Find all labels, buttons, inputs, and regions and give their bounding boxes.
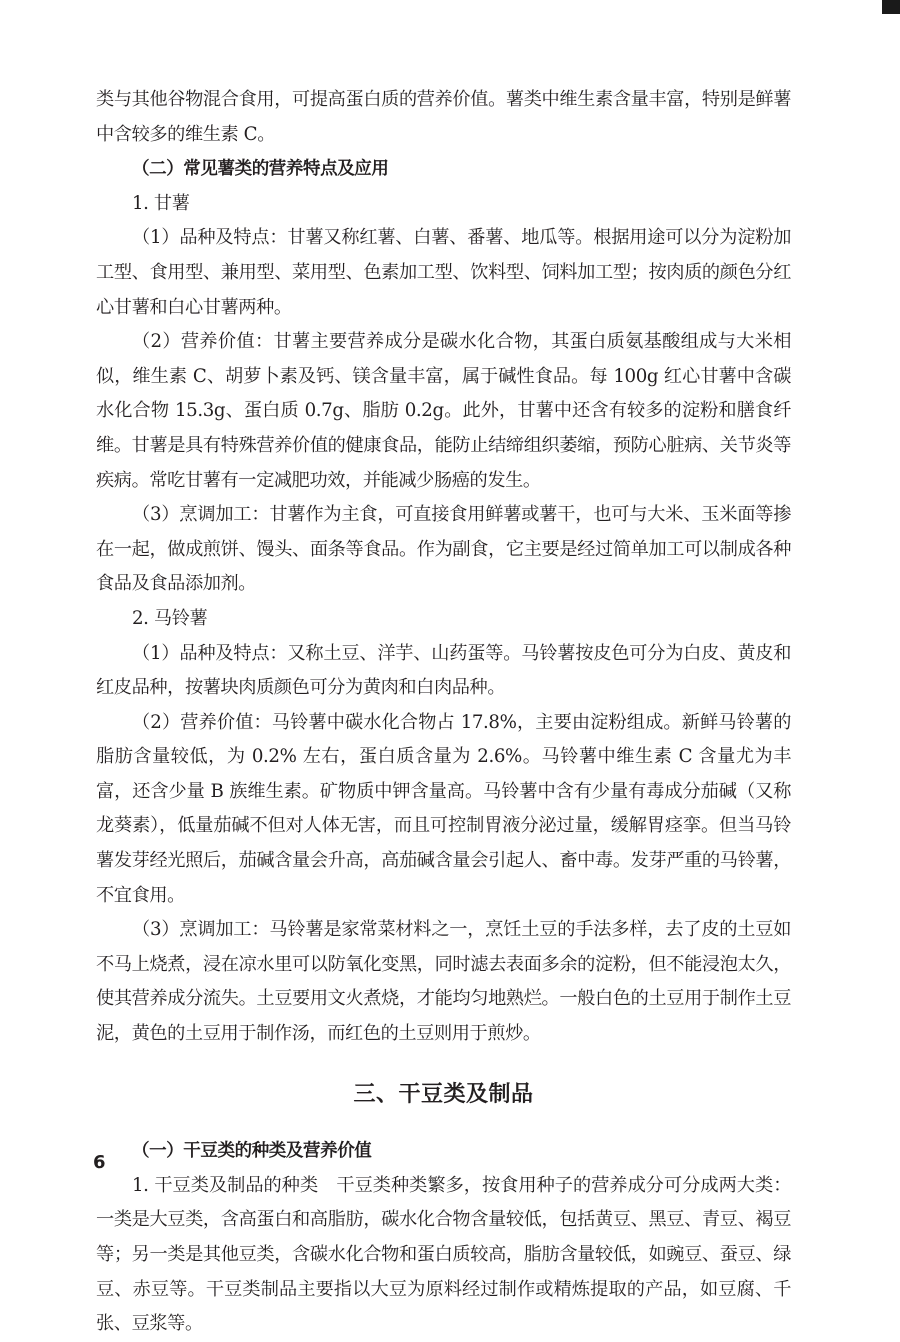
page-number: 6: [93, 1152, 106, 1173]
sweet-potato-varieties-paragraph: （1）品种及特点：甘薯又称红薯、白薯、番薯、地瓜等。根据用途可以分为淀粉加工型、食用型、兼用型、菜用型、色素加工型、饮料型、饲料加工型；按肉质的颜色分红心甘薯和白心甘薯两种。: [96, 227, 791, 318]
item-title-potato: 2. 马铃薯: [132, 607, 208, 629]
subsection-heading-tubers: （二）常见薯类的营养特点及应用: [132, 159, 389, 180]
potato-varieties-paragraph: （1）品种及特点：又称土豆、洋芋、山药蛋等。马铃薯按皮色可分为白皮、黄皮和红皮品种，按薯块肉质颜色可分为黄肉和白肉品种。: [96, 642, 791, 699]
corner-mark: [882, 0, 900, 14]
bean-types-paragraph: 1. 干豆类及制品的种类 干豆类种类繁多，按食用种子的营养成分可分成两大类：一类是大豆类，含高蛋白和高脂肪，碳水化合物含量较低，包括黄豆、黑豆、青豆、褐豆等；另一类是其他豆类，含碳水化合物和蛋白质较高，脂肪含量较低，如豌豆、蚕豆、绿豆、赤豆等。干豆类制品主要指以大豆为原料经过制作或精炼提取的产品，如豆腐、千张、豆浆等。: [96, 1174, 791, 1335]
page-body: [96, 83, 791, 1342]
item-title-sweet-potato: 1. 甘薯: [132, 192, 190, 214]
sweet-potato-cooking-paragraph: （3）烹调加工：甘薯作为主食，可直接食用鲜薯或薯干，也可与大米、玉米面等掺在一起，做成煎饼、馒头、面条等食品。作为副食，它主要是经过简单加工可以制成各种食品及食品添加剂。: [96, 504, 791, 595]
potato-nutrition-paragraph: （2）营养价值：马铃薯中碳水化合物占 17.8%，主要由淀粉组成。新鲜马铃薯的脂肪含量较低，为 0.2% 左右，蛋白质含量为 2.6%。马铃薯中维生素 C 含量尤为丰富，还含少量 B 族维生素。矿物质中钾含量高。马铃薯中含有少量有毒成分茄碱（又称龙葵素），低量茄碱不但对人体无害，而且可控制胃液分泌过量，缓解胃痉挛。但当马铃薯发芽经光照后，茄碱含量会升高，高茄碱含量会引起人、畜中毒。发芽严重的马铃薯，不宜食用。: [96, 711, 791, 906]
potato-cooking-paragraph: （3）烹调加工：马铃薯是家常菜材料之一，烹饪土豆的手法多样，去了皮的土豆如不马上烧煮，浸在凉水里可以防氧化变黑，同时滤去表面多余的淀粉，但不能浸泡太久，使其营养成分流失。土豆要用文火煮烧，才能均匀地熟烂。一般白色的土豆用于制作土豆泥，黄色的土豆用于制作汤，而红色的土豆则用于煎炒。: [96, 919, 791, 1045]
sweet-potato-nutrition-paragraph: （2）营养价值：甘薯主要营养成分是碳水化合物，其蛋白质氨基酸组成与大米相似，维生素 C、胡萝卜素及钙、镁含量丰富，属于碱性食品。每 100g 红心甘薯中含碳水化合物 15.3g、蛋白质 0.7g、脂肪 0.2g。此外，甘薯中还含有较多的淀粉和膳食纤维。甘薯是具有特殊营养价值的健康食品，能防止结缔组织萎缩，预防心脏病、关节炎等疾病。常吃甘薯有一定减肥功效，并能减少肠癌的发生。: [96, 331, 791, 491]
continuation-paragraph: 类与其他谷物混合食用，可提高蛋白质的营养价值。薯类中维生素含量丰富，特别是鲜薯中含较多的维生素 C。: [96, 89, 791, 145]
section-heading-dried-beans: 三、干豆类及制品: [353, 1081, 534, 1107]
subsection-heading-bean-types: （一）干豆类的种类及营养价值: [132, 1141, 372, 1162]
